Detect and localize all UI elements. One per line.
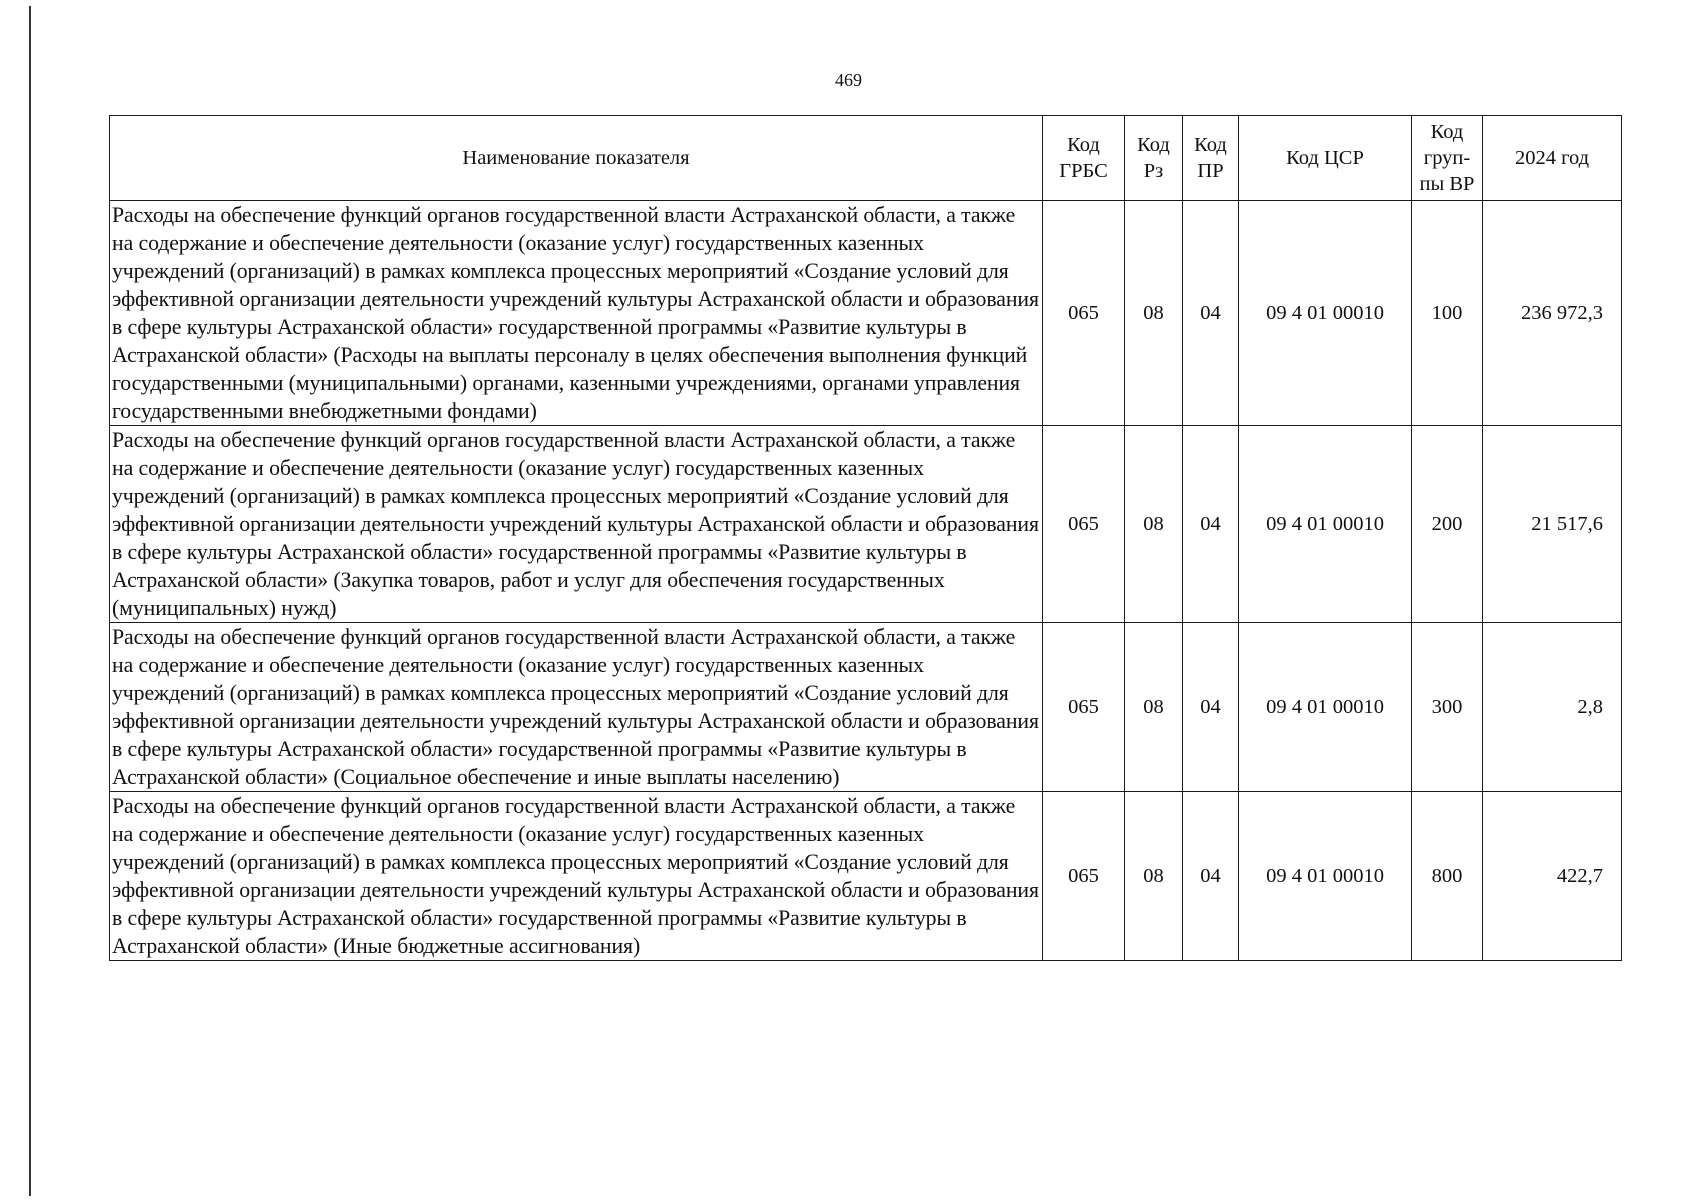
budget-table bbox=[109, 115, 1622, 961]
row-pr: 04 bbox=[1183, 792, 1239, 961]
page-number: 469 bbox=[835, 70, 862, 90]
row-pr: 04 bbox=[1183, 623, 1239, 792]
row-csr: 09 4 01 00010 bbox=[1239, 201, 1412, 426]
row-rz: 08 bbox=[1125, 201, 1183, 426]
row-amount: 422,7 bbox=[1483, 792, 1622, 961]
row-vr: 300 bbox=[1412, 623, 1483, 792]
table-row bbox=[110, 623, 1622, 792]
header-year: 2024 год bbox=[1483, 116, 1622, 201]
row-vr: 200 bbox=[1412, 426, 1483, 623]
header-vr: Код груп-пы ВР bbox=[1412, 116, 1483, 201]
row-csr: 09 4 01 00010 bbox=[1239, 792, 1412, 961]
row-vr: 800 bbox=[1412, 792, 1483, 961]
row-amount: 236 972,3 bbox=[1483, 201, 1622, 426]
header-pr: Код ПР bbox=[1183, 116, 1239, 201]
row-name: Расходы на обеспечение функций органов государственной власти Астраханской области, а также на содержание и обеспечение деятельности (оказание услуг) государственных казенных учреждений (организаций) в рамках комплекса процессных мероприятий «Создание условий для эффективной организации деятельности учреждений культуры Астраханской области и образования в сфере культуры Астраханской области» государственной программы «Развитие культуры в Астраханской области» (Закупка товаров, работ и услуг для обеспечения государственных (муниципальных) нужд) bbox=[110, 426, 1043, 623]
header-name: Наименование показателя bbox=[110, 116, 1043, 201]
header-rz: Код Рз bbox=[1125, 116, 1183, 201]
table-row bbox=[110, 426, 1622, 623]
header-grbs: Код ГРБС bbox=[1043, 116, 1125, 201]
row-name: Расходы на обеспечение функций органов государственной власти Астраханской области, а также на содержание и обеспечение деятельности (оказание услуг) государственных казенных учреждений (организаций) в рамках комплекса процессных мероприятий «Создание условий для эффективной организации деятельности учреждений культуры Астраханской области и образования в сфере культуры Астраханской области» государственной программы «Развитие культуры в Астраханской области» (Расходы на выплаты персоналу в целях обеспечения выполнения функций государственными (муниципальными) органами, казенными учреждениями, органами управления государственными внебюджетными фондами) bbox=[110, 201, 1043, 426]
table-header-row bbox=[110, 116, 1622, 201]
row-grbs: 065 bbox=[1043, 623, 1125, 792]
row-grbs: 065 bbox=[1043, 792, 1125, 961]
row-csr: 09 4 01 00010 bbox=[1239, 426, 1412, 623]
row-rz: 08 bbox=[1125, 623, 1183, 792]
row-amount: 2,8 bbox=[1483, 623, 1622, 792]
row-grbs: 065 bbox=[1043, 201, 1125, 426]
row-grbs: 065 bbox=[1043, 426, 1125, 623]
row-vr: 100 bbox=[1412, 201, 1483, 426]
row-pr: 04 bbox=[1183, 201, 1239, 426]
row-name: Расходы на обеспечение функций органов государственной власти Астраханской области, а также на содержание и обеспечение деятельности (оказание услуг) государственных казенных учреждений (организаций) в рамках комплекса процессных мероприятий «Создание условий для эффективной организации деятельности учреждений культуры Астраханской области и образования в сфере культуры Астраханской области» государственной программы «Развитие культуры в Астраханской области» (Социальное обеспечение и иные выплаты населению) bbox=[110, 623, 1043, 792]
row-name: Расходы на обеспечение функций органов государственной власти Астраханской области, а также на содержание и обеспечение деятельности (оказание услуг) государственных казенных учреждений (организаций) в рамках комплекса процессных мероприятий «Создание условий для эффективной организации деятельности учреждений культуры Астраханской области и образования в сфере культуры Астраханской области» государственной программы «Развитие культуры в Астраханской области» (Иные бюджетные ассигнования) bbox=[110, 792, 1043, 961]
row-rz: 08 bbox=[1125, 426, 1183, 623]
row-amount: 21 517,6 bbox=[1483, 426, 1622, 623]
table-row bbox=[110, 201, 1622, 426]
header-csr: Код ЦСР bbox=[1239, 116, 1412, 201]
row-rz: 08 bbox=[1125, 792, 1183, 961]
row-pr: 04 bbox=[1183, 426, 1239, 623]
row-csr: 09 4 01 00010 bbox=[1239, 623, 1412, 792]
scan-edge-line bbox=[29, 6, 31, 1196]
table-row bbox=[110, 792, 1622, 961]
